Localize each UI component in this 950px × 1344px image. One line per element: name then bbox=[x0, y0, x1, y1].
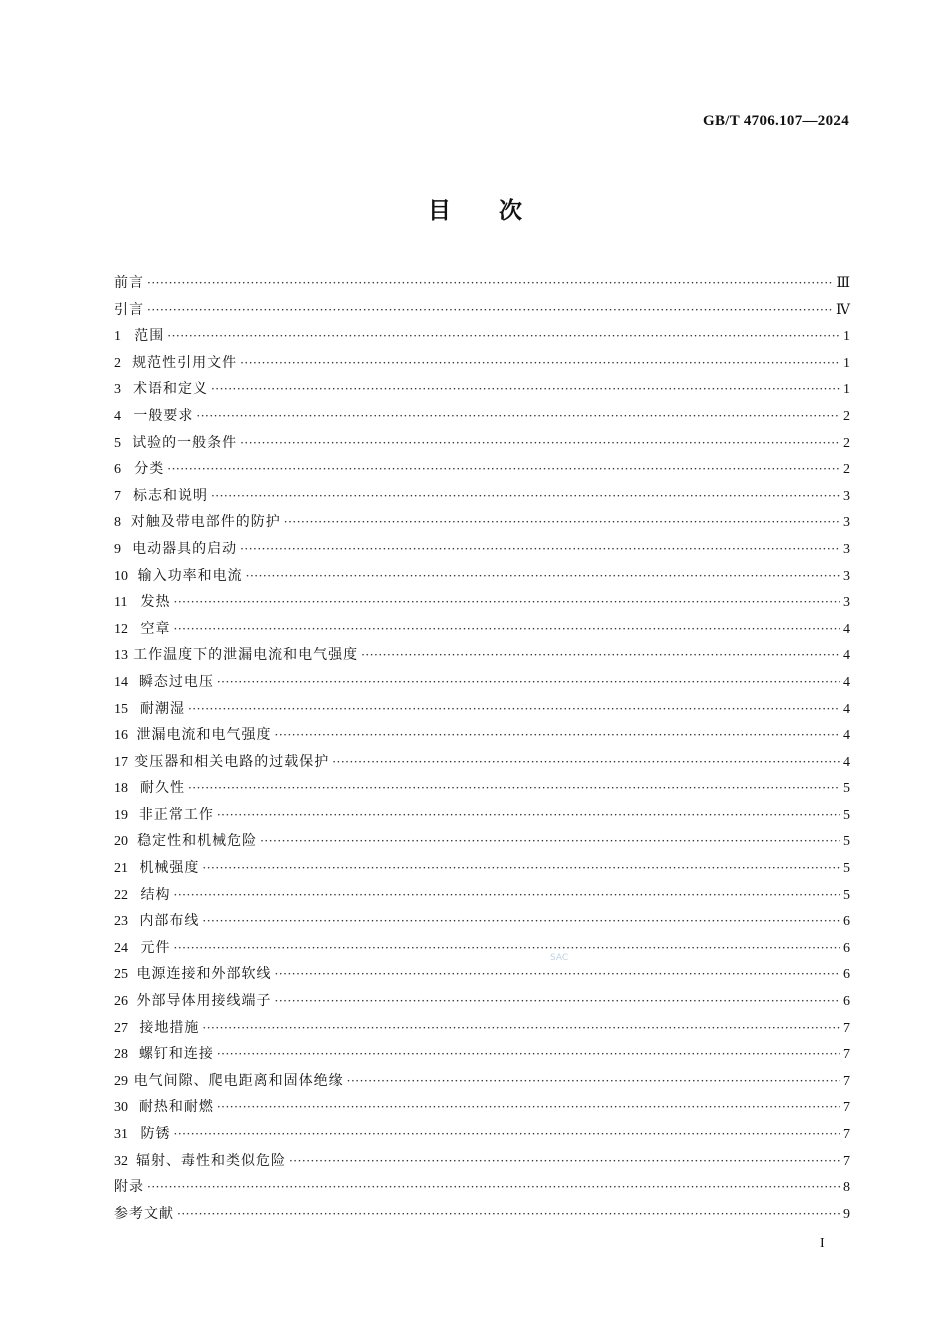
toc-entry-page: 5 bbox=[843, 781, 850, 797]
toc-leader-dots bbox=[174, 589, 840, 616]
toc-leader-dots bbox=[217, 802, 840, 829]
toc-entry-page: Ⅳ bbox=[836, 302, 850, 318]
toc-entry-number: 28 bbox=[114, 1047, 128, 1063]
toc-entry[interactable] bbox=[114, 616, 850, 643]
toc-entry-label: 辐射、毒性和类似危险 bbox=[135, 1152, 286, 1169]
toc-entry-number: 13 bbox=[114, 648, 128, 664]
toc-entry-number: 19 bbox=[114, 807, 128, 823]
toc-leader-dots bbox=[202, 855, 840, 882]
toc-entry-label: 泄漏电流和电气强度 bbox=[136, 727, 272, 744]
toc-entry[interactable] bbox=[114, 642, 850, 669]
toc-leader-dots bbox=[202, 908, 840, 935]
toc-leader-dots bbox=[240, 430, 840, 457]
toc-entry-number: 7 bbox=[114, 488, 121, 504]
toc-entry-page: 2 bbox=[843, 408, 850, 424]
toc-leader-dots bbox=[174, 1121, 840, 1148]
toc-leader-dots bbox=[347, 1068, 840, 1095]
toc-entry-label: 瞬态过电压 bbox=[138, 673, 214, 690]
toc-entry-number: 11 bbox=[114, 595, 128, 611]
page-number: I bbox=[820, 1236, 825, 1251]
toc-leader-dots bbox=[361, 642, 840, 669]
toc-entry-label: 结构 bbox=[140, 886, 171, 903]
toc-entry-label: 工作温度下的泄漏电流和电气强度 bbox=[133, 647, 359, 664]
toc-leader-dots bbox=[167, 456, 840, 483]
toc-entry[interactable] bbox=[114, 563, 850, 590]
toc-leader-dots bbox=[188, 696, 840, 723]
toc-entry-label: 耐潮湿 bbox=[139, 700, 185, 717]
toc-entry[interactable] bbox=[114, 323, 850, 350]
toc-entry-page: 2 bbox=[843, 462, 850, 478]
toc-entry-label: 耐久性 bbox=[139, 780, 185, 797]
toc-entry-label: 对触及带电部件的防护 bbox=[130, 514, 281, 531]
toc-entry-label: 范围 bbox=[134, 328, 165, 345]
toc-leader-dots bbox=[147, 1174, 840, 1201]
toc-entry-label: 稳定性和机械危险 bbox=[137, 833, 258, 850]
toc-entry[interactable] bbox=[114, 775, 850, 802]
toc-entry-label: 引言 bbox=[114, 301, 144, 318]
toc-entry-label: 规范性引用文件 bbox=[132, 354, 238, 371]
toc-entry-page: 5 bbox=[843, 861, 850, 877]
toc-entry-label: 耐热和耐燃 bbox=[138, 1099, 214, 1116]
toc-entry-label: 附录 bbox=[114, 1179, 144, 1196]
toc-entry-page: Ⅲ bbox=[836, 276, 850, 291]
toc-entry[interactable] bbox=[114, 1041, 850, 1068]
toc-entry-page: 7 bbox=[843, 1047, 850, 1063]
toc-entry-page: 4 bbox=[843, 621, 850, 637]
toc-entry[interactable] bbox=[114, 988, 850, 1015]
toc-entry-number: 16 bbox=[114, 728, 128, 744]
toc-leader-dots bbox=[196, 403, 840, 430]
toc-entry-number: 3 bbox=[114, 382, 121, 398]
toc-entry[interactable] bbox=[114, 669, 850, 696]
toc-entry-number: 25 bbox=[114, 967, 128, 983]
toc-entry-page: 5 bbox=[843, 807, 850, 823]
toc-leader-dots bbox=[240, 350, 840, 377]
toc-entry-page: 4 bbox=[843, 701, 850, 717]
toc-entry[interactable] bbox=[114, 350, 850, 377]
toc-entry-label: 空章 bbox=[140, 620, 171, 637]
toc-entry[interactable] bbox=[114, 828, 850, 855]
toc-entry-number: 30 bbox=[114, 1100, 128, 1116]
toc-entry-page: 1 bbox=[843, 382, 850, 398]
watermark-logo: SAC bbox=[550, 953, 569, 963]
toc-entry-number: 23 bbox=[114, 914, 128, 930]
toc-entry-label: 术语和定义 bbox=[132, 381, 208, 398]
toc-entry-page: 7 bbox=[843, 1153, 850, 1169]
toc-entry-number: 20 bbox=[114, 834, 128, 850]
toc-entry-label: 电源连接和外部软线 bbox=[136, 966, 272, 983]
toc-entry-page: 3 bbox=[843, 515, 850, 531]
toc-entry-page: 4 bbox=[843, 674, 850, 690]
toc-entry[interactable] bbox=[114, 1201, 850, 1228]
toc-entry-number: 4 bbox=[114, 408, 121, 424]
toc-leader-dots bbox=[177, 1201, 840, 1228]
toc-leader-dots bbox=[289, 1148, 840, 1175]
toc-entry-number: 24 bbox=[114, 940, 128, 956]
toc-entry-number: 2 bbox=[114, 355, 121, 371]
toc-entry-page: 3 bbox=[843, 488, 850, 504]
toc-entry-label: 外部导体用接线端子 bbox=[136, 993, 272, 1010]
toc-entry[interactable] bbox=[114, 403, 850, 430]
standard-code: GB/T 4706.107—2024 bbox=[703, 113, 849, 129]
toc-leader-dots bbox=[275, 988, 840, 1015]
toc-entry-number: 27 bbox=[114, 1020, 128, 1036]
toc-entry-page: 5 bbox=[843, 834, 850, 850]
toc-entry[interactable] bbox=[114, 536, 850, 563]
toc-entry[interactable] bbox=[114, 1148, 850, 1175]
toc-entry-label: 机械强度 bbox=[139, 860, 200, 877]
toc-leader-dots bbox=[202, 1015, 840, 1042]
toc-leader-dots bbox=[275, 961, 840, 988]
toc-entry-label: 电动器具的启动 bbox=[132, 540, 238, 557]
toc-entry-page: 4 bbox=[843, 648, 850, 664]
toc-entry-page: 7 bbox=[843, 1100, 850, 1116]
toc-entry-number: 14 bbox=[114, 674, 128, 690]
toc-leader-dots bbox=[188, 775, 840, 802]
toc-entry-page: 6 bbox=[843, 940, 850, 956]
toc-leader-dots bbox=[174, 616, 840, 643]
toc-entry-number: 8 bbox=[114, 515, 121, 531]
toc-entry-label: 前言 bbox=[114, 275, 144, 291]
toc-entry-label: 发热 bbox=[140, 594, 171, 611]
toc-leader-dots bbox=[284, 509, 840, 536]
toc-entry-page: 6 bbox=[843, 994, 850, 1010]
toc-entry[interactable] bbox=[114, 935, 850, 962]
toc-entry-label: 分类 bbox=[134, 461, 165, 478]
toc-entry-page: 1 bbox=[843, 355, 850, 371]
toc-entry[interactable] bbox=[114, 589, 850, 616]
toc-leader-dots bbox=[147, 297, 834, 324]
toc-leader-dots bbox=[147, 270, 834, 297]
toc-entry-number: 10 bbox=[114, 568, 128, 584]
toc-entry-number: 31 bbox=[114, 1127, 128, 1142]
toc-entry-number: 26 bbox=[114, 994, 128, 1010]
toc-entry[interactable] bbox=[114, 297, 850, 324]
toc-entry-page: 6 bbox=[843, 914, 850, 930]
page-title: 目次 bbox=[428, 197, 570, 224]
toc-entry-label: 标志和说明 bbox=[132, 487, 208, 504]
toc-entry-page: 1 bbox=[843, 329, 850, 345]
toc-entry-page: 3 bbox=[843, 541, 850, 557]
toc-leader-dots bbox=[217, 669, 840, 696]
toc-entry-number: 12 bbox=[114, 621, 128, 637]
toc-leader-dots bbox=[217, 1041, 840, 1068]
toc-entry[interactable] bbox=[114, 961, 850, 988]
toc-entry-number: 18 bbox=[114, 781, 128, 797]
toc-entry-page: 2 bbox=[843, 435, 850, 451]
toc-entry-page: 7 bbox=[843, 1073, 850, 1089]
toc-entry-number: 32 bbox=[114, 1153, 128, 1169]
toc-entry-label: 内部布线 bbox=[139, 913, 200, 930]
toc-entry-page: 7 bbox=[843, 1020, 850, 1036]
toc-leader-dots bbox=[211, 376, 840, 403]
toc-entry-page: 4 bbox=[843, 728, 850, 744]
toc-entry-number: 1 bbox=[114, 329, 121, 345]
toc-entry-label: 接地措施 bbox=[139, 1019, 200, 1036]
toc-entry[interactable] bbox=[114, 1121, 850, 1148]
toc-entry[interactable] bbox=[114, 1068, 850, 1095]
toc-entry[interactable] bbox=[114, 749, 850, 776]
toc-leader-dots bbox=[275, 722, 840, 749]
toc-entry-label: 试验的一般条件 bbox=[132, 434, 238, 451]
toc-entry-page: 8 bbox=[843, 1180, 850, 1196]
toc-entry-label: 输入功率和电流 bbox=[137, 567, 243, 584]
toc-entry-label: 元件 bbox=[140, 939, 171, 956]
toc-entry-label: 电气间隙、爬电距离和固体绝缘 bbox=[133, 1072, 344, 1089]
toc-leader-dots bbox=[240, 536, 840, 563]
toc-entry[interactable] bbox=[114, 376, 850, 403]
toc-entry-number: 29 bbox=[114, 1073, 128, 1089]
toc-entry-number: 22 bbox=[114, 887, 128, 903]
toc-entry-number: 6 bbox=[114, 462, 121, 478]
toc-entry[interactable] bbox=[114, 1174, 850, 1201]
toc-entry-page: 7 bbox=[843, 1127, 850, 1142]
toc-entry-number: 15 bbox=[114, 701, 128, 717]
toc-entry-label: 参考文献 bbox=[114, 1205, 174, 1222]
toc-entry[interactable] bbox=[114, 908, 850, 935]
toc-entry[interactable] bbox=[114, 509, 850, 536]
toc-entry-page: 3 bbox=[843, 568, 850, 584]
toc-entry[interactable] bbox=[114, 1094, 850, 1121]
toc-entry-page: 3 bbox=[843, 595, 850, 611]
toc-entry-page: 6 bbox=[843, 967, 850, 983]
toc-entry[interactable] bbox=[114, 430, 850, 457]
toc-entry-label: 非正常工作 bbox=[138, 806, 214, 823]
toc-entry-number: 9 bbox=[114, 541, 121, 557]
toc-leader-dots bbox=[211, 483, 840, 510]
toc-entry-label: 变压器和相关电路的过载保护 bbox=[134, 753, 330, 770]
toc-entry-page: 9 bbox=[843, 1206, 850, 1222]
toc-leader-dots bbox=[217, 1094, 840, 1121]
toc-entry[interactable] bbox=[114, 483, 850, 510]
toc-entry[interactable] bbox=[114, 270, 850, 297]
table-of-contents bbox=[114, 270, 850, 1227]
toc-entry-page: 4 bbox=[843, 754, 850, 770]
toc-entry[interactable] bbox=[114, 802, 850, 829]
toc-leader-dots bbox=[174, 935, 840, 962]
toc-entry[interactable] bbox=[114, 882, 850, 909]
toc-leader-dots bbox=[332, 749, 840, 776]
toc-entry-label: 防锈 bbox=[140, 1126, 171, 1142]
toc-entry[interactable] bbox=[114, 722, 850, 749]
toc-entry-number: 17 bbox=[114, 754, 128, 770]
toc-entry[interactable] bbox=[114, 855, 850, 882]
toc-entry-label: 一般要求 bbox=[133, 407, 194, 424]
toc-leader-dots bbox=[174, 882, 840, 909]
toc-leader-dots bbox=[246, 563, 840, 590]
toc-entry-label: 螺钉和连接 bbox=[138, 1046, 214, 1063]
toc-entry[interactable] bbox=[114, 696, 850, 723]
toc-entry-page: 5 bbox=[843, 887, 850, 903]
toc-entry[interactable] bbox=[114, 456, 850, 483]
toc-entry-number: 21 bbox=[114, 861, 128, 877]
toc-entry[interactable] bbox=[114, 1015, 850, 1042]
toc-entry-number: 5 bbox=[114, 435, 121, 451]
toc-leader-dots bbox=[260, 828, 840, 855]
toc-leader-dots bbox=[167, 323, 840, 350]
